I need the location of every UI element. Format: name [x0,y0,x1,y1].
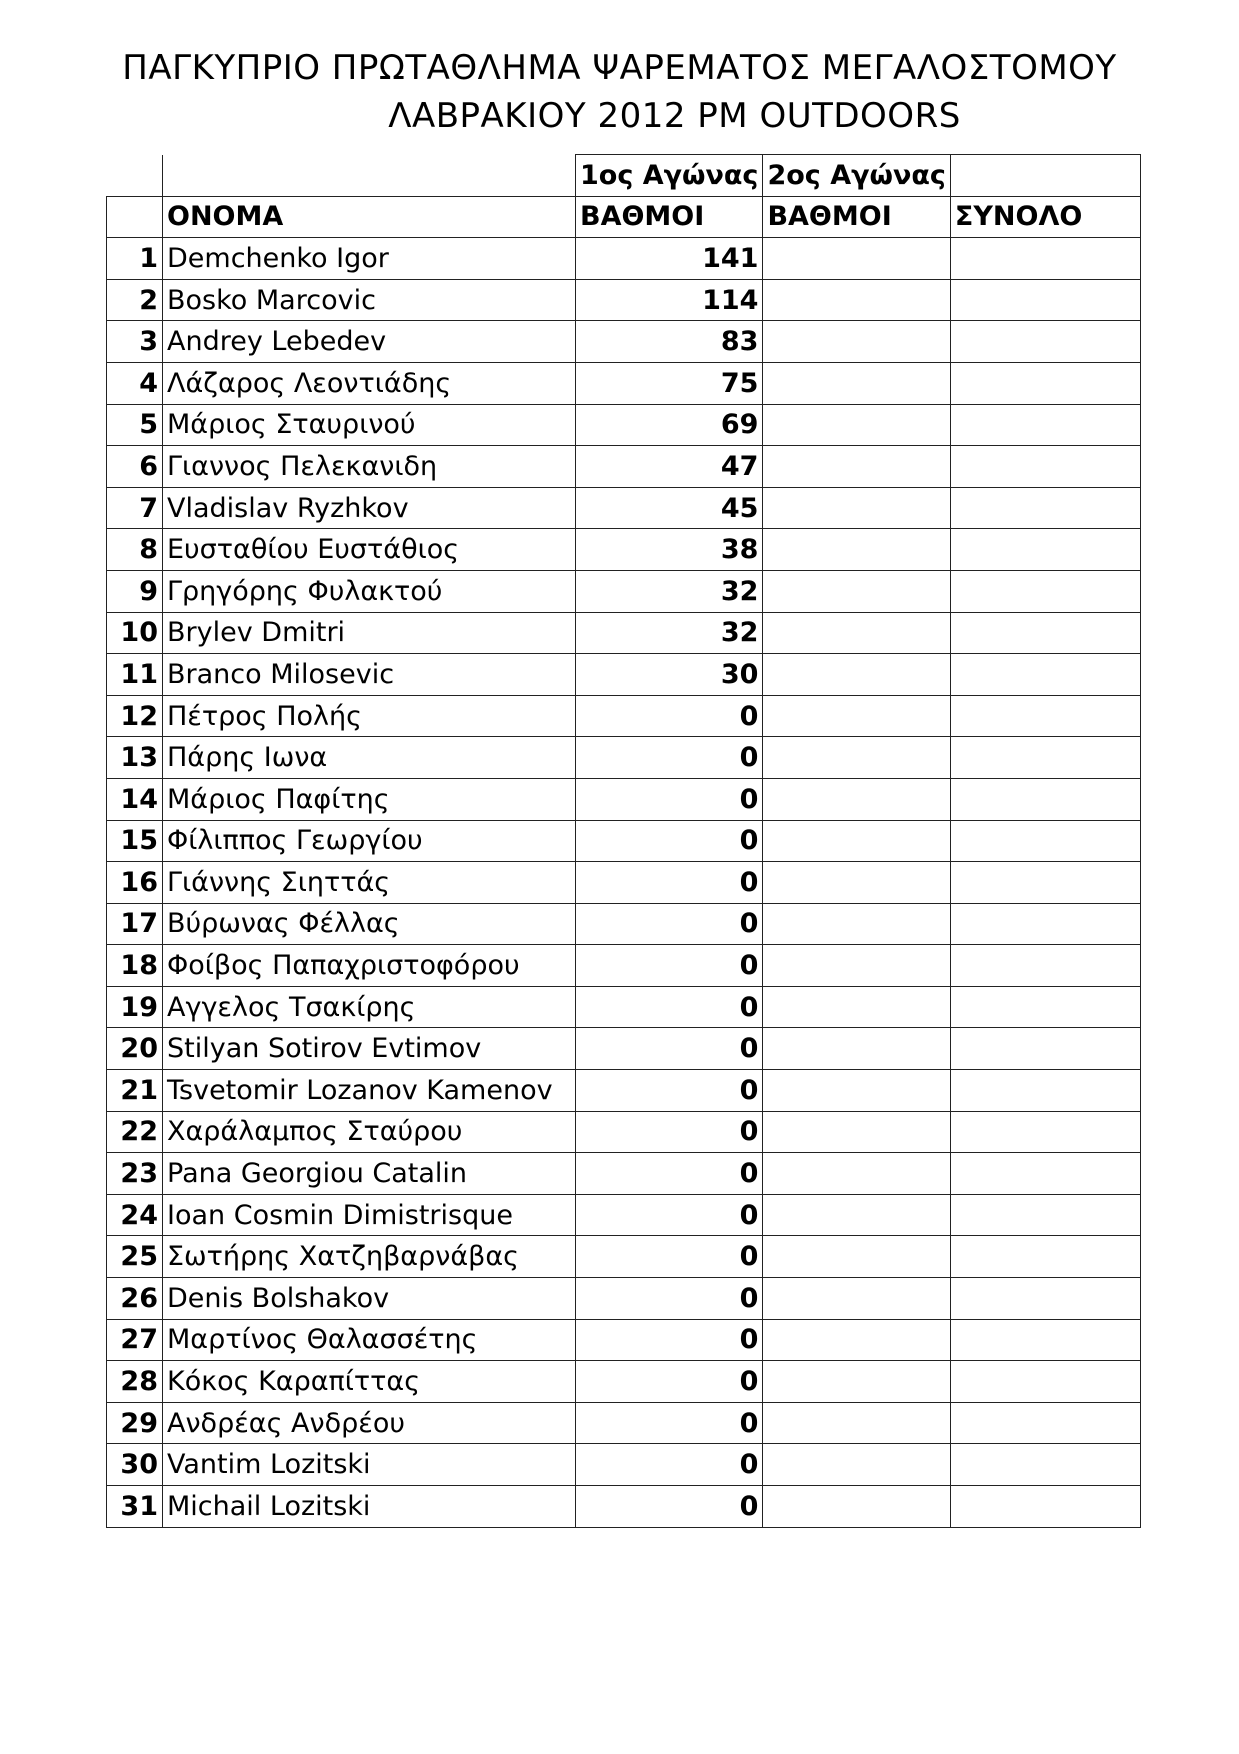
header-row-rounds [107,155,1141,197]
total-cell [950,404,1140,446]
name-cell: Stilyan Sotirov Evtimov [163,1028,576,1070]
name-cell: Pana Georgiou Catalin [163,1153,576,1195]
rank-cell: 29 [107,1402,163,1444]
rank-cell: 11 [107,654,163,696]
points2-cell [763,945,950,987]
table-row [107,945,1141,987]
points2-cell [763,362,950,404]
table-row [107,404,1141,446]
points1-cell: 0 [576,737,763,779]
points1-cell: 32 [576,612,763,654]
name-cell: Γιάννης Σιηττάς [163,862,576,904]
total-cell [950,1070,1140,1112]
table-row [107,1194,1141,1236]
table-row [107,903,1141,945]
points1-cell: 47 [576,446,763,488]
name-cell: Μάριος Παφίτης [163,778,576,820]
points2-cell [763,1070,950,1112]
rank-cell: 7 [107,487,163,529]
points1-cell: 83 [576,321,763,363]
name-cell: Ευσταθίου Ευστάθιος [163,529,576,571]
table-row [107,820,1141,862]
total-cell [950,238,1140,280]
table-row [107,1402,1141,1444]
total-cell [950,529,1140,571]
table-row [107,362,1141,404]
points2-cell [763,986,950,1028]
name-cell: Κόκος Καραπίττας [163,1361,576,1403]
points1-cell: 69 [576,404,763,446]
total-cell [950,321,1140,363]
points1-cell: 32 [576,570,763,612]
table-row [107,1444,1141,1486]
total-cell [950,1278,1140,1320]
header-row-columns [107,196,1141,238]
points2-cell [763,612,950,654]
name-cell: Bosko Marcovic [163,279,576,321]
rank-cell: 31 [107,1486,163,1528]
table-row [107,1486,1141,1528]
table-row [107,1028,1141,1070]
name-cell: Demchenko Igor [163,238,576,280]
table-row [107,446,1141,488]
name-cell: Ioan Cosmin Dimistrisque [163,1194,576,1236]
total-cell [950,778,1140,820]
name-cell: Γιαννος Πελεκανιδη [163,446,576,488]
table-row [107,654,1141,696]
total-cell [950,1444,1140,1486]
document-title-line2: ΛΑΒΡΑΚΙΟΥ 2012 PM OUTDOORS [388,96,961,136]
total-cell [950,903,1140,945]
points2-cell [763,1361,950,1403]
table-row [107,1361,1141,1403]
points1-cell: 75 [576,362,763,404]
points2-cell [763,820,950,862]
name-cell: Σωτήρης Χατζηβαρνάβας [163,1236,576,1278]
points2-cell [763,404,950,446]
points1-cell: 0 [576,1236,763,1278]
total-cell [950,1361,1140,1403]
rank-cell: 24 [107,1194,163,1236]
name-cell: Michail Lozitski [163,1486,576,1528]
rank-cell: 23 [107,1153,163,1195]
points2-cell [763,1486,950,1528]
name-cell: Φίλιππος Γεωργίου [163,820,576,862]
points2-cell [763,1028,950,1070]
rank-cell: 12 [107,695,163,737]
table-row [107,487,1141,529]
points1-cell: 0 [576,1111,763,1153]
rank-cell: 9 [107,570,163,612]
points1-cell: 45 [576,487,763,529]
total-cell [950,820,1140,862]
total-cell [950,737,1140,779]
table-row [107,1153,1141,1195]
points1-cell: 0 [576,1319,763,1361]
points2-cell [763,862,950,904]
table-row [107,1111,1141,1153]
points2-cell [763,529,950,571]
total-cell [950,1236,1140,1278]
header-points2: ΒΑΘΜΟΙ [763,196,950,238]
rank-cell: 20 [107,1028,163,1070]
table-row [107,1278,1141,1320]
points1-cell: 0 [576,1486,763,1528]
points1-cell: 0 [576,1070,763,1112]
name-cell: Vladislav Ryzhkov [163,487,576,529]
points2-cell [763,778,950,820]
points1-cell: 0 [576,820,763,862]
points2-cell [763,1111,950,1153]
results-table [106,154,1141,1528]
points2-cell [763,903,950,945]
rank-cell: 26 [107,1278,163,1320]
table-row [107,778,1141,820]
rank-cell: 19 [107,986,163,1028]
points2-cell [763,321,950,363]
points1-cell: 0 [576,1153,763,1195]
rank-cell: 3 [107,321,163,363]
total-cell [950,862,1140,904]
name-cell: Andrey Lebedev [163,321,576,363]
total-cell [950,1028,1140,1070]
rank-cell: 28 [107,1361,163,1403]
points2-cell [763,279,950,321]
header-blank-name [163,155,576,197]
name-cell: Γρηγόρης Φυλακτού [163,570,576,612]
rank-cell: 18 [107,945,163,987]
points1-cell: 114 [576,279,763,321]
points1-cell: 30 [576,654,763,696]
points2-cell [763,1402,950,1444]
points1-cell: 141 [576,238,763,280]
rank-cell: 17 [107,903,163,945]
table-row [107,238,1141,280]
total-cell [950,945,1140,987]
rank-cell: 27 [107,1319,163,1361]
name-cell: Branco Milosevic [163,654,576,696]
name-cell: Μάριος Σταυρινού [163,404,576,446]
rank-cell: 15 [107,820,163,862]
points1-cell: 0 [576,1194,763,1236]
total-cell [950,446,1140,488]
rank-cell: 13 [107,737,163,779]
name-cell: Μαρτίνος Θαλασσέτης [163,1319,576,1361]
points2-cell [763,570,950,612]
name-cell: Πάρης Ιωνα [163,737,576,779]
total-cell [950,612,1140,654]
points2-cell [763,487,950,529]
points1-cell: 0 [576,778,763,820]
rank-cell: 6 [107,446,163,488]
points2-cell [763,695,950,737]
points2-cell [763,1319,950,1361]
header-points1: ΒΑΘΜΟΙ [576,196,763,238]
rank-cell: 2 [107,279,163,321]
rank-cell: 16 [107,862,163,904]
rank-cell: 14 [107,778,163,820]
document-title-line1: ΠΑΓΚΥΠΡΙΟ ΠΡΩΤΑΘΛΗΜΑ ΨΑΡΕΜΑΤΟΣ ΜΕΓΑΛΟΣΤΟΜΟΥ [122,48,1117,88]
name-cell: Λάζαρος Λεοντιάδης [163,362,576,404]
header-round1: 1ος Αγώνας [576,155,763,197]
name-cell: Brylev Dmitri [163,612,576,654]
total-cell [950,487,1140,529]
name-cell: Χαράλαμπος Σταύρου [163,1111,576,1153]
rank-cell: 21 [107,1070,163,1112]
points2-cell [763,1194,950,1236]
points2-cell [763,654,950,696]
header-blank-rank [107,155,163,197]
table-row [107,321,1141,363]
total-cell [950,1402,1140,1444]
points2-cell [763,1153,950,1195]
table-row [107,737,1141,779]
total-cell [950,986,1140,1028]
total-cell [950,695,1140,737]
rank-cell: 1 [107,238,163,280]
header-round2: 2ος Αγώνας [763,155,950,197]
points1-cell: 0 [576,1402,763,1444]
table-row [107,1319,1141,1361]
rank-cell: 25 [107,1236,163,1278]
total-cell [950,279,1140,321]
name-cell: Vantim Lozitski [163,1444,576,1486]
points2-cell [763,238,950,280]
points1-cell: 0 [576,695,763,737]
points2-cell [763,1236,950,1278]
points1-cell: 0 [576,862,763,904]
table-row [107,986,1141,1028]
name-cell: Βύρωνας Φέλλας [163,903,576,945]
rank-cell: 4 [107,362,163,404]
total-cell [950,362,1140,404]
name-cell: Tsvetomir Lozanov Kamenov [163,1070,576,1112]
table-row [107,529,1141,571]
rank-cell: 30 [107,1444,163,1486]
name-cell: Αγγελος Τσακίρης [163,986,576,1028]
results-table-body [107,155,1141,1528]
table-row [107,862,1141,904]
total-cell [950,1153,1140,1195]
name-cell: Πέτρος Πολής [163,695,576,737]
points1-cell: 0 [576,1028,763,1070]
table-row [107,279,1141,321]
rank-cell: 5 [107,404,163,446]
total-cell [950,570,1140,612]
total-cell [950,1319,1140,1361]
header-rank [107,196,163,238]
name-cell: Φοίβος Παπαχριστοφόρου [163,945,576,987]
total-cell [950,1194,1140,1236]
name-cell: Ανδρέας Ανδρέου [163,1402,576,1444]
points1-cell: 38 [576,529,763,571]
points2-cell [763,1444,950,1486]
points1-cell: 0 [576,1278,763,1320]
rank-cell: 10 [107,612,163,654]
name-cell: Denis Bolshakov [163,1278,576,1320]
points1-cell: 0 [576,1361,763,1403]
total-cell [950,1111,1140,1153]
header-total: ΣΥΝΟΛΟ [950,196,1140,238]
points1-cell: 0 [576,986,763,1028]
header-round-blank [950,155,1140,197]
points2-cell [763,1278,950,1320]
points2-cell [763,737,950,779]
points1-cell: 0 [576,903,763,945]
points2-cell [763,446,950,488]
points1-cell: 0 [576,945,763,987]
table-row [107,695,1141,737]
table-row [107,1236,1141,1278]
points1-cell: 0 [576,1444,763,1486]
rank-cell: 22 [107,1111,163,1153]
table-row [107,570,1141,612]
rank-cell: 8 [107,529,163,571]
table-row [107,612,1141,654]
table-row [107,1070,1141,1112]
total-cell [950,1486,1140,1528]
total-cell [950,654,1140,696]
header-name: ΟΝΟΜΑ [163,196,576,238]
